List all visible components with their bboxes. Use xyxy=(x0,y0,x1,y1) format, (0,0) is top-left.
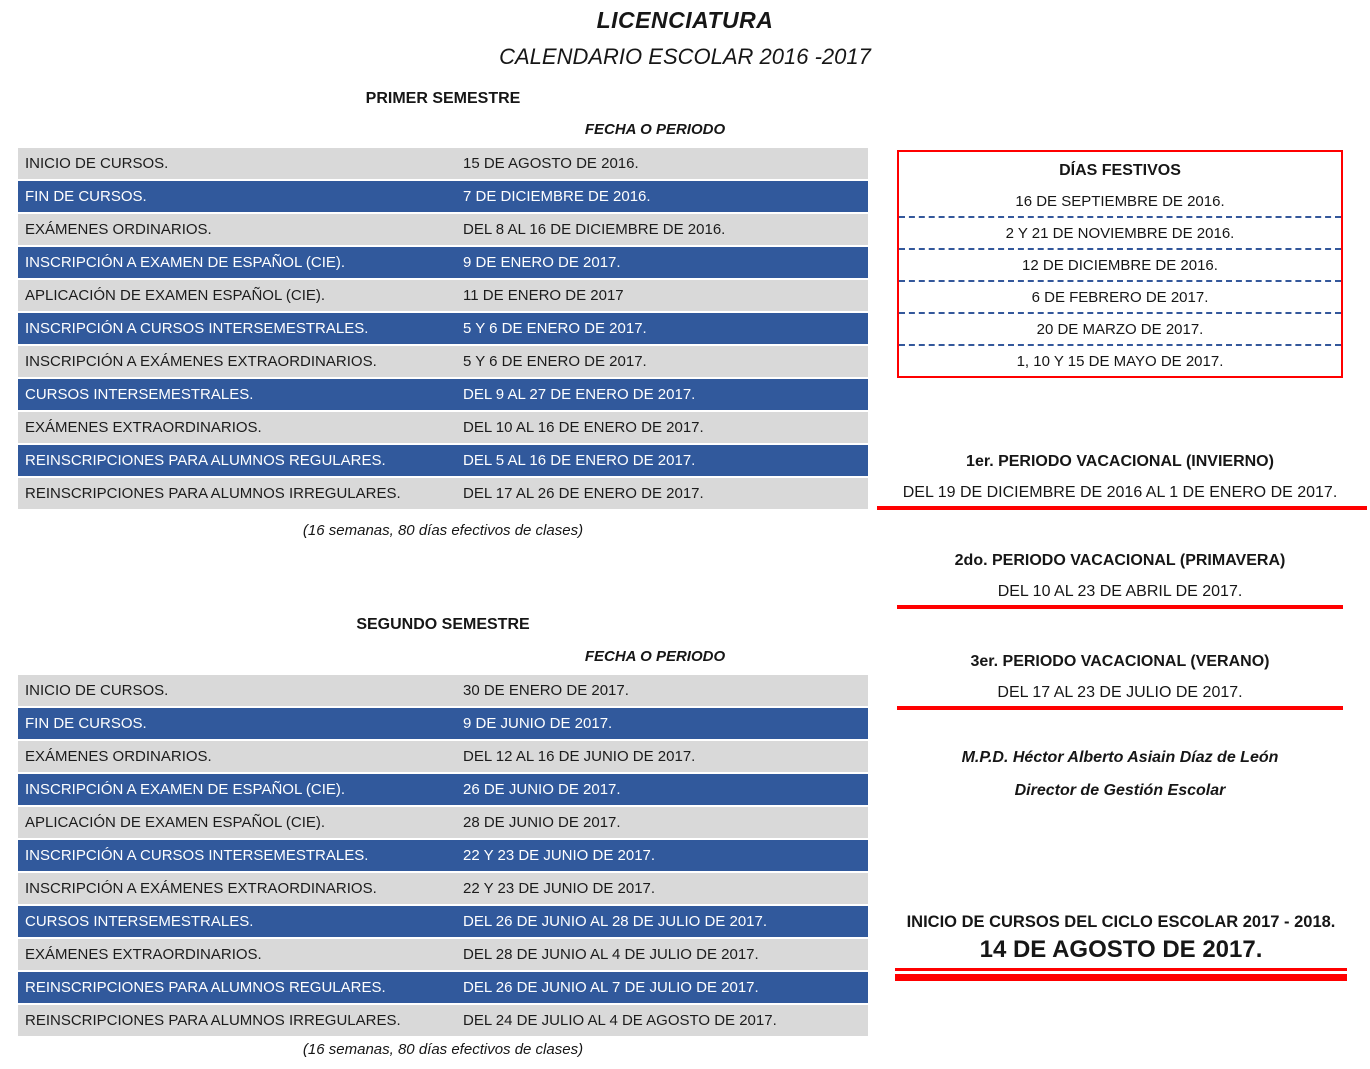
festivo-date: 20 DE MARZO DE 2017. xyxy=(899,314,1341,346)
signature-block xyxy=(897,748,1343,801)
event-date: 26 DE JUNIO DE 2017. xyxy=(463,781,621,798)
festivo-date: 6 DE FEBRERO DE 2017. xyxy=(899,282,1341,314)
event-label: INSCRIPCIÓN A CURSOS INTERSEMESTRALES. xyxy=(25,847,369,864)
festivo-date: 2 Y 21 DE NOVIEMBRE DE 2016. xyxy=(899,218,1341,250)
event-date: DEL 9 AL 27 DE ENERO DE 2017. xyxy=(463,386,696,403)
event-label: CURSOS INTERSEMESTRALES. xyxy=(25,913,254,930)
event-label: FIN DE CURSOS. xyxy=(25,188,147,205)
semester1-date-column-header: FECHA O PERIODO xyxy=(584,121,726,138)
next-cycle-date: 14 DE AGOSTO DE 2017. xyxy=(979,936,1263,963)
vacation-period-3 xyxy=(897,652,1343,710)
event-label: EXÁMENES ORDINARIOS. xyxy=(25,221,212,238)
event-date: 30 DE ENERO DE 2017. xyxy=(463,682,629,699)
event-label: INSCRIPCIÓN A EXAMEN DE ESPAÑOL (CIE). xyxy=(25,254,346,271)
event-label: INSCRIPCIÓN A CURSOS INTERSEMESTRALES. xyxy=(25,320,369,337)
event-label: FIN DE CURSOS. xyxy=(25,715,147,732)
event-date: 5 Y 6 DE ENERO DE 2017. xyxy=(463,353,647,370)
event-label: EXÁMENES EXTRAORDINARIOS. xyxy=(25,419,262,436)
red-underline xyxy=(897,706,1343,710)
festivo-date: 1, 10 Y 15 DE MAYO DE 2017. xyxy=(1016,352,1224,370)
event-label: CURSOS INTERSEMESTRALES. xyxy=(25,386,254,403)
event-date: 9 DE JUNIO DE 2017. xyxy=(463,715,613,732)
semester2-title: SEGUNDO SEMESTRE xyxy=(356,616,530,633)
table-row xyxy=(18,840,868,871)
event-label: APLICACIÓN DE EXAMEN ESPAÑOL (CIE). xyxy=(25,287,326,304)
table-row xyxy=(18,741,868,772)
event-date: DEL 24 DE JULIO AL 4 DE AGOSTO DE 2017. xyxy=(463,1012,777,1029)
table-row xyxy=(18,807,868,838)
table-row xyxy=(18,445,868,476)
event-label: REINSCRIPCIONES PARA ALUMNOS IRREGULARES. xyxy=(25,1012,401,1029)
event-date: DEL 26 DE JUNIO AL 28 DE JULIO DE 2017. xyxy=(463,913,768,930)
event-date: DEL 12 AL 16 DE JUNIO DE 2017. xyxy=(463,748,696,765)
semester1-title: PRIMER SEMESTRE xyxy=(365,90,521,107)
semester2-schedule-table xyxy=(18,675,868,1038)
dias-festivos-list xyxy=(899,186,1341,376)
semester1-footnote: (16 semanas, 80 días efectivos de clases) xyxy=(302,522,584,539)
event-label: INSCRIPCIÓN A EXÁMENES EXTRAORDINARIOS. xyxy=(25,880,377,897)
vacation-period-1-title: 1er. PERIODO VACACIONAL (INVIERNO) xyxy=(966,453,1274,470)
event-date: 7 DE DICIEMBRE DE 2016. xyxy=(463,188,651,205)
table-row xyxy=(18,379,868,410)
director-role: Director de Gestión Escolar xyxy=(1014,782,1226,799)
event-label: REINSCRIPCIONES PARA ALUMNOS IRREGULARES. xyxy=(25,485,401,502)
event-date: DEL 5 AL 16 DE ENERO DE 2017. xyxy=(463,452,696,469)
page-title: LICENCIATURA xyxy=(596,7,774,33)
semester2-date-column-header: FECHA O PERIODO xyxy=(584,648,726,665)
event-date: DEL 17 AL 26 DE ENERO DE 2017. xyxy=(463,485,704,502)
table-row xyxy=(18,972,868,1003)
double-red-underline xyxy=(895,968,1347,981)
event-date: 22 Y 23 DE JUNIO DE 2017. xyxy=(463,847,656,864)
semester2-footnote: (16 semanas, 80 días efectivos de clases) xyxy=(302,1041,584,1058)
event-date: DEL 28 DE JUNIO AL 4 DE JULIO DE 2017. xyxy=(463,946,759,963)
table-row xyxy=(18,148,868,179)
festivo-date: 12 DE DICIEMBRE DE 2016. xyxy=(899,250,1341,282)
table-row xyxy=(18,181,868,212)
event-date: DEL 26 DE JUNIO AL 7 DE JULIO DE 2017. xyxy=(463,979,759,996)
event-label: INICIO DE CURSOS. xyxy=(25,155,169,172)
table-row xyxy=(18,280,868,311)
next-cycle-block xyxy=(895,912,1347,981)
page-subtitle: CALENDARIO ESCOLAR 2016 -2017 xyxy=(499,44,871,69)
table-row xyxy=(18,939,868,970)
table-row xyxy=(18,906,868,937)
table-row xyxy=(18,346,868,377)
event-label: INICIO DE CURSOS. xyxy=(25,682,169,699)
event-label: EXÁMENES EXTRAORDINARIOS. xyxy=(25,946,262,963)
event-label: INSCRIPCIÓN A EXAMEN DE ESPAÑOL (CIE). xyxy=(25,781,346,798)
vacation-period-1 xyxy=(897,452,1343,510)
table-row xyxy=(18,675,868,706)
dias-festivos-title: DÍAS FESTIVOS xyxy=(1059,162,1181,179)
table-row xyxy=(18,708,868,739)
vacation-period-2-dates: DEL 10 AL 23 DE ABRIL DE 2017. xyxy=(997,583,1243,600)
table-row xyxy=(18,478,868,509)
vacation-period-3-title: 3er. PERIODO VACACIONAL (VERANO) xyxy=(970,653,1270,670)
table-row xyxy=(18,313,868,344)
event-date: 28 DE JUNIO DE 2017. xyxy=(463,814,621,831)
vacation-period-3-dates: DEL 17 AL 23 DE JULIO DE 2017. xyxy=(997,684,1243,701)
festivo-date: 16 DE SEPTIEMBRE DE 2016. xyxy=(899,186,1341,218)
event-label: REINSCRIPCIONES PARA ALUMNOS REGULARES. xyxy=(25,452,386,469)
event-label: INSCRIPCIÓN A EXÁMENES EXTRAORDINARIOS. xyxy=(25,353,377,370)
red-underline xyxy=(877,506,1367,510)
table-row xyxy=(18,774,868,805)
event-date: 15 DE AGOSTO DE 2016. xyxy=(463,155,639,172)
table-row xyxy=(18,247,868,278)
table-row xyxy=(18,1005,868,1036)
event-label: EXÁMENES ORDINARIOS. xyxy=(25,748,212,765)
director-name: M.P.D. Héctor Alberto Asiain Díaz de León xyxy=(961,749,1279,766)
vacation-period-2 xyxy=(897,551,1343,609)
next-cycle-label: INICIO DE CURSOS DEL CICLO ESCOLAR 2017 - 2018. xyxy=(906,913,1336,931)
event-label: APLICACIÓN DE EXAMEN ESPAÑOL (CIE). xyxy=(25,814,326,831)
event-date: 22 Y 23 DE JUNIO DE 2017. xyxy=(463,880,656,897)
table-row xyxy=(18,214,868,245)
table-row xyxy=(18,873,868,904)
event-label: REINSCRIPCIONES PARA ALUMNOS REGULARES. xyxy=(25,979,386,996)
dias-festivos-box xyxy=(897,150,1343,378)
vacation-period-2-title: 2do. PERIODO VACACIONAL (PRIMAVERA) xyxy=(954,552,1286,569)
event-date: 5 Y 6 DE ENERO DE 2017. xyxy=(463,320,647,337)
event-date: DEL 8 AL 16 DE DICIEMBRE DE 2016. xyxy=(463,221,726,238)
event-date: 9 DE ENERO DE 2017. xyxy=(463,254,621,271)
semester1-schedule-table xyxy=(18,148,868,511)
event-date: 11 DE ENERO DE 2017 xyxy=(463,287,624,304)
table-row xyxy=(18,412,868,443)
vacation-period-1-dates: DEL 19 DE DICIEMBRE DE 2016 AL 1 DE ENERO DE 2017. xyxy=(902,484,1338,501)
red-underline xyxy=(897,605,1343,609)
event-date: DEL 10 AL 16 DE ENERO DE 2017. xyxy=(463,419,704,436)
